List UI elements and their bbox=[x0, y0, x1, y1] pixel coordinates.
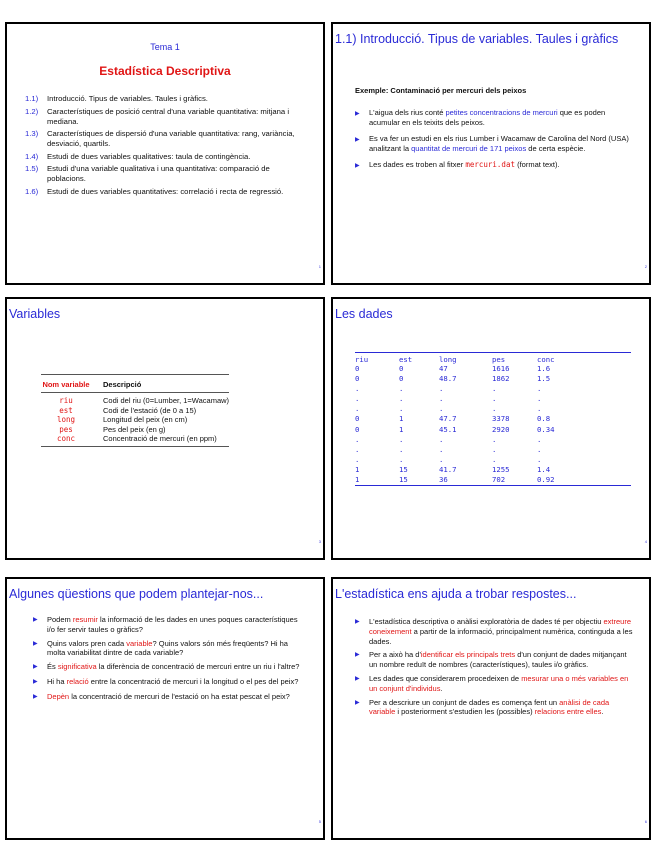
bullet-list bbox=[355, 108, 629, 177]
bullet-arrow-icon: ▶ bbox=[33, 693, 38, 700]
table-row: . . . . . bbox=[355, 394, 542, 404]
cell: Codi del riu (0=Lumber, 1=Wacamaw) bbox=[103, 396, 230, 405]
cell: riu bbox=[59, 396, 73, 405]
header-cell: long bbox=[439, 353, 492, 365]
toc-number: 1.1) bbox=[25, 94, 39, 103]
header-cell: est bbox=[399, 353, 439, 365]
header-cell: conc bbox=[537, 353, 631, 365]
bullet-text: Les dades es troben al fitxer mercuri.dat (format text). bbox=[369, 160, 560, 169]
bullet-arrow-icon: ▶ bbox=[33, 664, 38, 671]
cell: Pes del peix (en g) bbox=[103, 424, 166, 434]
table-row bbox=[41, 415, 229, 425]
toc-text: Estudi d'una variable qualitativa i una quantitativa: comparació de poblacions. bbox=[47, 164, 270, 183]
cell: Concentració de mercuri (en ppm) bbox=[91, 434, 229, 446]
bullet-arrow-icon: ▶ bbox=[355, 163, 360, 169]
bullet-list bbox=[355, 617, 633, 721]
toc-text: Característiques de posició central d'una variable quantitativa: mitjana i mediana. bbox=[47, 106, 290, 126]
toc-number: 1.2) bbox=[25, 106, 39, 116]
bullet-arrow-icon: ▶ bbox=[33, 678, 38, 685]
bullet-arrow-icon: ▶ bbox=[355, 137, 360, 143]
cell: conc bbox=[41, 434, 91, 446]
bullet-text: Quins valors pren cada variable? Quins valors són més freqüents? Hi ha molta variabilitat dintre de cada variable? bbox=[47, 638, 288, 658]
page-number: 5 bbox=[318, 819, 321, 824]
bullet-item bbox=[33, 662, 307, 673]
cell: Longitud del peix (en cm) bbox=[103, 415, 188, 424]
toc-text: Característiques de dispersió d'una variable quantitativa: rang, variància, desviació, quartils. bbox=[47, 129, 295, 148]
slide-6 bbox=[331, 577, 651, 840]
table-of-contents bbox=[25, 94, 309, 199]
bullet-item bbox=[355, 160, 629, 171]
bullet-text: Per a descriure un conjunt de dades es comença fent un anàlisi de cada variable i posteriorment s'estudien les (possibles) relacions entre elles. bbox=[369, 697, 610, 717]
table-row bbox=[41, 425, 229, 435]
bullet-text: Per a això ha d'identificar els principals trets d'un conjunt de dades mitjançant un nombre reduït de nombres (característiques), taules i/o gràfics. bbox=[369, 650, 627, 670]
header-cell: riu bbox=[355, 353, 399, 365]
page-number: 1 bbox=[318, 264, 321, 269]
table-row bbox=[41, 406, 229, 416]
slide-title: Algunes qüestions que podem plantejar-nos... bbox=[9, 587, 264, 601]
bullet-item bbox=[355, 134, 629, 154]
toc-number: 1.5) bbox=[25, 164, 39, 173]
variables-table bbox=[41, 374, 229, 447]
header-cell: Descripció bbox=[103, 379, 142, 389]
bullet-item bbox=[33, 677, 307, 688]
table-row: 1 15 41.7 1255 1.4 bbox=[355, 464, 551, 474]
table-row bbox=[41, 393, 229, 406]
bullet-item bbox=[33, 639, 307, 659]
toc-item bbox=[25, 107, 309, 127]
bullet-text: És significativa la diferència de concentració de mercuri entre un riu i l'altre? bbox=[47, 662, 300, 672]
table-row: 1 15 36 702 0.92 bbox=[355, 475, 631, 486]
bullet-item bbox=[355, 698, 633, 718]
header-cell: pes bbox=[492, 353, 537, 365]
table-row bbox=[41, 434, 229, 446]
page-number: 3 bbox=[318, 539, 321, 544]
toc-text: Introducció. Tipus de variables. Taules i gràfics. bbox=[47, 94, 208, 103]
bullet-item bbox=[355, 650, 633, 670]
table-header-row bbox=[41, 375, 229, 393]
topic-label: Tema 1 bbox=[150, 42, 180, 52]
table-row: . . . . . bbox=[355, 444, 542, 454]
toc-item bbox=[25, 129, 309, 149]
slide-2 bbox=[331, 22, 651, 285]
bullet-text: Es va fer un estudi en els rius Lumber i Wacamaw de Carolina del Nord (USA) analitzant la quantitat de mercuri de 171 peixos de certa espècie. bbox=[369, 134, 629, 153]
table-header-row bbox=[355, 353, 631, 365]
bullet-arrow-icon: ▶ bbox=[355, 699, 360, 706]
bullet-arrow-icon: ▶ bbox=[33, 640, 38, 647]
table-row: 0 1 45.1 2920 0.34 bbox=[355, 424, 555, 434]
slide-title: Estadística Descriptiva bbox=[99, 64, 231, 78]
slide-title: L'estadística ens ajuda a trobar respostes... bbox=[335, 587, 577, 601]
bullet-text: Les dades que considerarem procedeixen de mesurar una o més variables en un conjunt d'individus. bbox=[369, 673, 629, 693]
bullet-arrow-icon: ▶ bbox=[33, 617, 38, 623]
cell: Codi de l'estació (de 0 a 15) bbox=[103, 405, 197, 415]
file-name: mercuri.dat bbox=[465, 160, 515, 169]
slide-1 bbox=[5, 22, 325, 285]
bullet-arrow-icon: ▶ bbox=[355, 675, 360, 682]
cell: long bbox=[56, 415, 76, 424]
bullet-item bbox=[355, 674, 633, 694]
table-row: 0 0 48.7 1862 1.5 bbox=[355, 374, 551, 384]
page-number: 2 bbox=[644, 264, 647, 269]
toc-item bbox=[25, 164, 309, 184]
slide-title: Variables bbox=[9, 307, 61, 321]
slide-title: 1.1) Introducció. Tipus de variables. Taules i gràfics bbox=[335, 32, 619, 46]
cell: pes bbox=[59, 424, 73, 434]
bullet-arrow-icon: ▶ bbox=[355, 619, 360, 625]
bullet-text: L'estadística descriptiva o anàlisi exploratòria de dades té per objectiu extreure coneixement a partir de la informació, principalment numèrica, continguda a les dades. bbox=[369, 617, 633, 646]
header-cell: Nom variable bbox=[42, 379, 90, 389]
toc-item bbox=[25, 152, 309, 162]
bullet-arrow-icon: ▶ bbox=[355, 111, 360, 117]
toc-text: Estudi de dues variables qualitatives: taula de contingència. bbox=[47, 151, 251, 161]
page-number: 6 bbox=[644, 819, 647, 824]
table-row: . . . . . bbox=[355, 404, 542, 414]
bullet-text: Hi ha relació entre la concentració de mercuri i la longitud o el pes del peix? bbox=[47, 676, 299, 686]
table-row: . . . . . bbox=[355, 384, 542, 394]
table-row: . . . . . bbox=[355, 454, 542, 464]
bullet-arrow-icon: ▶ bbox=[355, 652, 360, 659]
bullet-list bbox=[33, 615, 307, 707]
cell: est bbox=[59, 405, 73, 415]
bullet-text: Depèn la concentració de mercuri de l'estació on ha estat pescat el peix? bbox=[47, 691, 290, 701]
slide-title: Les dades bbox=[335, 307, 393, 321]
table-row: 0 0 47 1616 1.6 bbox=[355, 364, 551, 373]
table-row: 0 1 47.7 3378 0.8 bbox=[355, 414, 551, 424]
toc-item bbox=[25, 94, 309, 104]
data-table bbox=[355, 352, 631, 486]
slide-5 bbox=[5, 577, 325, 840]
toc-text: Estudi de dues variables quantitatives: correlació i recta de regressió. bbox=[47, 186, 284, 196]
slide-3 bbox=[5, 297, 325, 560]
toc-number: 1.6) bbox=[25, 186, 39, 196]
bullet-item bbox=[33, 692, 307, 703]
toc-item bbox=[25, 187, 309, 197]
bullet-text: Podem resumir la informació de les dades en unes poques característiques i/o fer servir taules o gràfics? bbox=[47, 615, 298, 634]
bullet-item bbox=[355, 617, 633, 646]
toc-number: 1.4) bbox=[25, 151, 39, 161]
page-number: 4 bbox=[644, 539, 647, 544]
bullet-item bbox=[355, 108, 629, 128]
bullet-text: L'aigua dels rius conté petites concentracions de mercuri que es poden acumular en els teixits dels peixos. bbox=[369, 108, 606, 127]
table-row: . . . . . bbox=[355, 434, 542, 444]
slide-4 bbox=[331, 297, 651, 560]
toc-number: 1.3) bbox=[25, 129, 39, 138]
example-heading: Exemple: Contaminació per mercuri dels peixos bbox=[355, 86, 527, 95]
bullet-item bbox=[33, 615, 307, 635]
